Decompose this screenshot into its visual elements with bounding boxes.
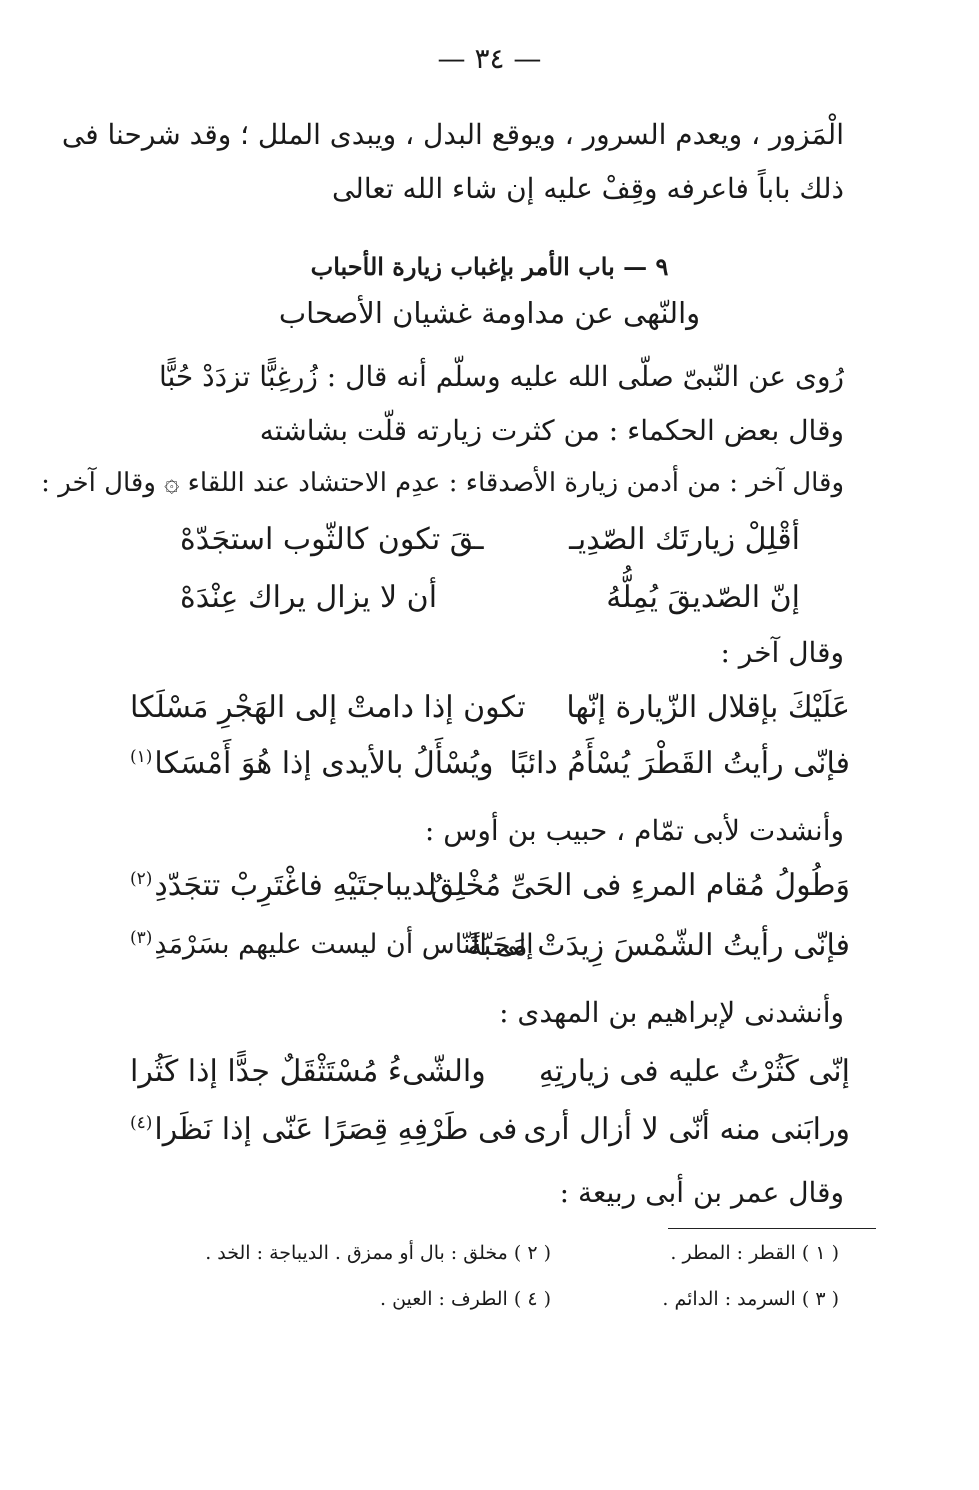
verse-first-hemistich: فإنّى رأيتُ القَطْرَ يُسْأَمُ دائبًا (509, 746, 850, 781)
footnote-marker: (٣) (130, 928, 153, 948)
verse-second-hemistich: فى طَرْفِهِ قِصَرًا عَنّى إذا نَظَرا$^{(٤)}$ (130, 1112, 518, 1147)
verse-first-hemistich: إنّى كَثُرْتُ عليه فى زيارتِهِ (538, 1054, 850, 1089)
chapter-subtitle: والنّهى عن مداومة غشيان الأصحاب (278, 296, 701, 330)
verse-second-hemistich: إلى النّاس أن ليست عليهم بسَرْمَدِ$^{(٣)}$ (130, 928, 534, 960)
sage-saying-line: وقال بعض الحكماء : من كثرت زيارته قلّت بشاشته (259, 414, 844, 447)
intro-line-1: الْمَزور ، ويعدم السرور ، ويوقع البدل ، ويبدى الملل ؛ وقد شرحنا فى (61, 118, 844, 151)
footnote-1: ( ١ ) القطر : المطر . (670, 1242, 839, 1264)
verse-second-hemistich: تكون إذا دامتْ إلى الهَجْرِ مَسْلَكا (130, 690, 526, 725)
verse-row (130, 1054, 850, 1106)
verse-row (180, 522, 800, 574)
verse-first-hemistich: عَلَيْكَ بإقلال الزّيارة إنّها (566, 690, 850, 725)
verse-second-hemistich: أن لا يزال يراك عِنْدَهْ (180, 580, 438, 615)
verse-second-hemistich: والشّىءُ مُسْتَثْقَلٌ جدًّا إذا كَثُرا (130, 1054, 486, 1089)
footnote-marker: (١) (130, 747, 153, 767)
chapter-title: ٩ — باب الأمر بإغباب زيارة الأحباب (310, 252, 669, 281)
verse-first-hemistich: إنّ الصّديقَ يُمِلُّهُ (606, 580, 800, 615)
closing-line: وقال عمر بن أبى ربيعة : (559, 1176, 844, 1209)
footnote-marker: (٢) (130, 869, 153, 889)
verse-row (130, 1112, 850, 1164)
poem-intro: وأنشدنى لإبراهيم بن المهدى : (499, 996, 844, 1029)
another-saying-line: وقال آخر : من أدمن زيارة الأصدقاء : عدِم الاحتشاد عند اللقاء ۞ وقال آخر : (41, 468, 844, 498)
verse-row (130, 868, 850, 920)
page-number: — ٣٤ — (437, 42, 542, 75)
footnote-3: ( ٣ ) السرمد : الدائم . (662, 1288, 839, 1310)
footnote-divider (668, 1228, 876, 1229)
verse-second-hemistich: ـقَ تكون كالثّوب استجَدّهْ (180, 522, 484, 557)
verse-first-hemistich: فإنّى رأيتُ الشّمْسَ زِيدَتْ مَحَبّةً (467, 928, 850, 963)
footnote-marker: (٤) (130, 1113, 153, 1133)
footnote-2: ( ٢ ) مخلق : بال أو ممزق . الديباجة : الخد . (205, 1242, 551, 1264)
verse-row (130, 928, 850, 980)
poem-intro: وقال آخر : (720, 636, 844, 669)
verse-second-hemistich: ويُسْأَلُ بالأيدى إذا هُوَ أَمْسَكا$^{(١)}$ (130, 746, 494, 781)
hadith-line: رُوى عن النّبىّ صلّى الله عليه وسلّم أنه قال : زُرغِبًّا تزدَدْ حُبًّا (158, 360, 844, 393)
verse-row (130, 690, 850, 742)
verse-first-hemistich: وَطُولُ مُقام المرءِ فى الحَىِّ مُخْلِقٌ (430, 868, 850, 903)
intro-line-2: ذلك باباً فاعرفه وقِفْ عليه إن شاء الله تعالى (331, 172, 844, 205)
verse-row (180, 580, 800, 632)
verse-first-hemistich: أقْلِلْ زيارتَك الصّدِيـ (569, 522, 800, 557)
verse-row (130, 746, 850, 798)
poem-intro: وأنشدت لأبى تمّام ، حبيب بن أوس : (424, 814, 844, 847)
verse-second-hemistich: لديباجتَيْهِ فاغْتَرِبْ تتجَدّدِ$^{(٢)}$ (130, 868, 437, 903)
verse-first-hemistich: ورابَنى منه أنّى لا أزال أرى (523, 1112, 850, 1147)
footnote-4: ( ٤ ) الطرف : العين . (380, 1288, 551, 1310)
